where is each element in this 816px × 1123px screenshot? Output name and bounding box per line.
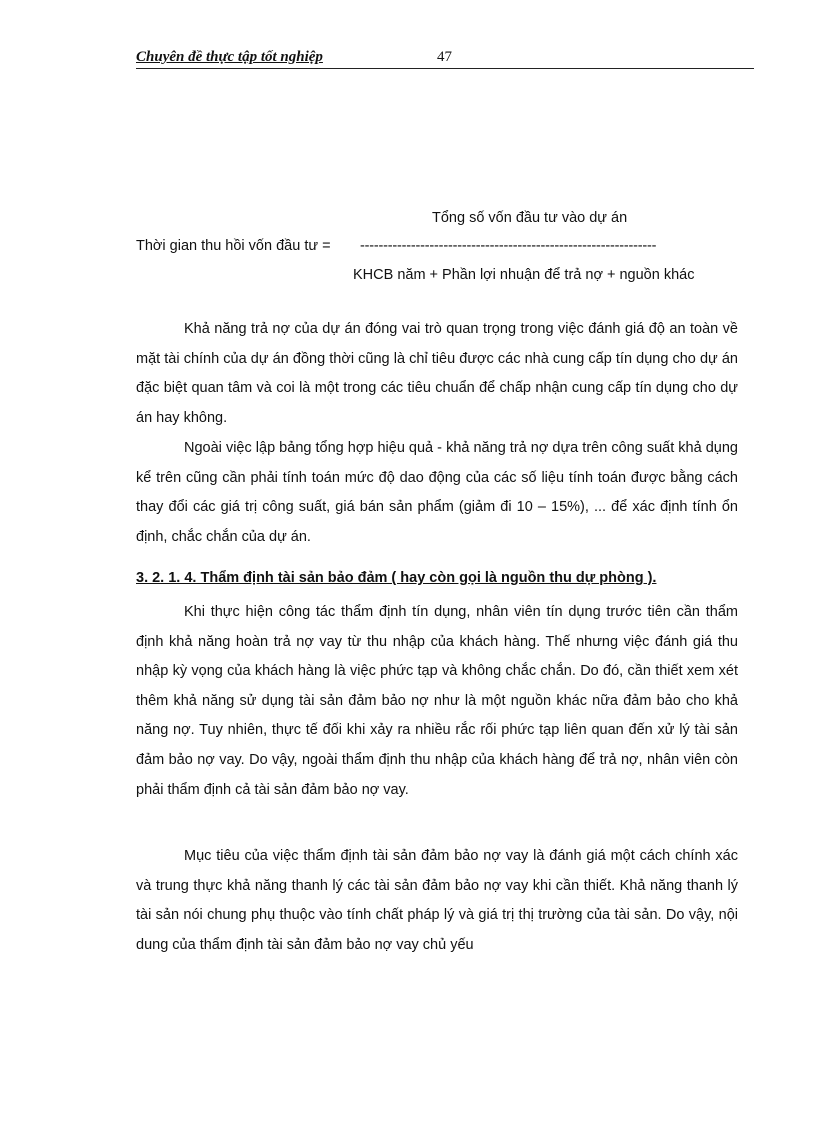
paragraph-collateral-objective: Mục tiêu của việc thẩm định tài sản đảm bảo nợ vay là đánh giá một cách chính xác và trung thực khả năng thanh lý các tài sản đảm bảo nợ vay khi cần thiết. Khả năng thanh lý tài sản nói chung phụ thuộc vào tính chất pháp lý và giá trị thị trường của tài sản. Do vậy, nội dung của thẩm định tài sản đảm bảo nợ vay chủ yếu xyxy=(136,848,738,953)
header-title: Chuyên đề thực tập tốt nghiệp xyxy=(136,49,323,65)
formula-numerator: Tổng số vốn đầu tư vào dự án xyxy=(432,210,628,226)
paragraph-debt-capacity: Khả năng trả nợ của dự án đóng vai trò quan trọng trong việc đánh giá độ an toàn về mặt tài chính của dự án đồng thời cũng là chỉ tiêu được các nhà cung cấp tín dụng cho dự án đặc biệt quan tâm và coi là một trong các tiêu chuẩn để chấp nhận cung cấp tín dụng cho dự án hay không. xyxy=(136,321,738,426)
paragraph-sensitivity: Ngoài việc lập bảng tổng hợp hiệu quả - khả năng trả nợ dựa trên công suất khả dụng kể trên cũng cần phải tính toán mức độ dao động của các số liệu tính toán được bằng cách thay đổi các giá trị công suất, giá bán sản phẩm (giảm đi 10 – 15%), ... để xác định tính ổn định, chắc chắn của dự án. xyxy=(136,440,738,545)
page-number: 47 xyxy=(437,49,452,65)
formula-fraction-bar: ---------------------------------------------------------------- xyxy=(360,238,657,254)
section-heading: 3. 2. 1. 4. Thẩm định tài sản bảo đảm ( hay còn gọi là nguồn thu dự phòng ). xyxy=(136,570,657,586)
formula-denominator: KHCB năm + Phần lợi nhuận để trả nợ + nguồn khác xyxy=(353,267,695,283)
formula-lhs: Thời gian thu hồi vốn đầu tư = xyxy=(136,238,331,254)
paragraph-collateral-appraisal: Khi thực hiện công tác thẩm định tín dụng, nhân viên tín dụng trước tiên cần thẩm định khả năng hoàn trả nợ vay từ thu nhập của khách hàng. Thế nhưng việc đánh giá thu nhập kỳ vọng của khách hàng là việc phức tạp và không chắc chắn. Do đó, cần thiết xem xét thêm khả năng sử dụng tài sản đảm bảo nợ như là một nguồn khác nữa đảm bảo cho khả năng nợ. Tuy nhiên, thực tế đối khi xảy ra nhiều rắc rối phức tạp liên quan đến xử lý tài sản đảm bảo nợ vay. Do vậy, ngoài thẩm định thu nhập của khách hàng để trả nợ, nhân viên còn phải thẩm định cả tài sản đảm bảo nợ vay. xyxy=(136,604,738,798)
page-header xyxy=(136,48,754,69)
